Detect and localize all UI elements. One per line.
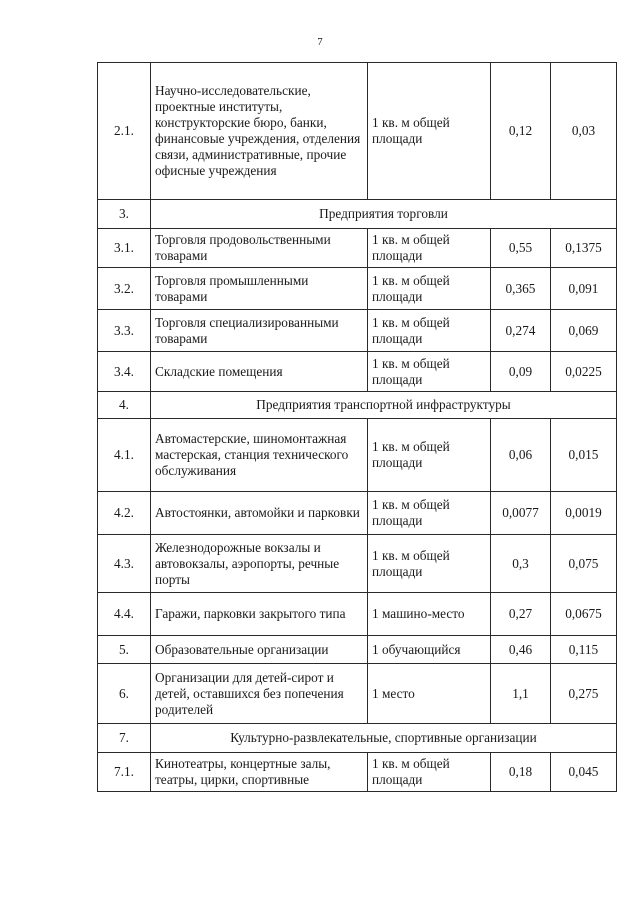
- row-number: 4.2.: [98, 492, 151, 535]
- value-1: 0,27: [491, 593, 551, 636]
- section-row: [98, 200, 617, 229]
- unit-of-measure: 1 кв. м общей площади: [368, 492, 491, 535]
- value-1: 0,55: [491, 229, 551, 268]
- value-2: 0,1375: [551, 229, 617, 268]
- row-number: 3.1.: [98, 229, 151, 268]
- row-number: 4.1.: [98, 419, 151, 492]
- table-row: [98, 229, 617, 268]
- value-2: 0,115: [551, 636, 617, 664]
- value-2: 0,03: [551, 63, 617, 200]
- object-name: Железнодорожные вокзалы и автовокзалы, аэропорты, речные порты: [151, 535, 368, 593]
- object-name: Автостоянки, автомойки и парковки: [151, 492, 368, 535]
- object-name: Гаражи, парковки закрытого типа: [151, 593, 368, 636]
- section-title: Предприятия транспортной инфраструктуры: [151, 392, 617, 419]
- object-name: Кинотеатры, концертные залы, театры, цирки, спортивные: [151, 753, 368, 792]
- row-number: 4.3.: [98, 535, 151, 593]
- unit-of-measure: 1 кв. м общей площади: [368, 753, 491, 792]
- object-name: Образовательные организации: [151, 636, 368, 664]
- page-number: 7: [317, 36, 323, 48]
- section-row: [98, 392, 617, 419]
- value-1: 0,0077: [491, 492, 551, 535]
- section-row: [98, 724, 617, 753]
- row-number: 3.4.: [98, 352, 151, 392]
- value-2: 0,0019: [551, 492, 617, 535]
- value-1: 0,365: [491, 268, 551, 310]
- table-row: [98, 636, 617, 664]
- section-number: 3.: [98, 200, 151, 229]
- row-number: 3.2.: [98, 268, 151, 310]
- unit-of-measure: 1 машино-место: [368, 593, 491, 636]
- row-number: 5.: [98, 636, 151, 664]
- value-2: 0,075: [551, 535, 617, 593]
- value-2: 0,0225: [551, 352, 617, 392]
- value-2: 0,275: [551, 664, 617, 724]
- table-row: [98, 664, 617, 724]
- row-number: 6.: [98, 664, 151, 724]
- table-row: [98, 753, 617, 792]
- unit-of-measure: 1 кв. м общей площади: [368, 535, 491, 593]
- value-1: 0,46: [491, 636, 551, 664]
- section-number: 7.: [98, 724, 151, 753]
- section-title: Предприятия торговли: [151, 200, 617, 229]
- row-number: 3.3.: [98, 310, 151, 352]
- unit-of-measure: 1 место: [368, 664, 491, 724]
- unit-of-measure: 1 кв. м общей площади: [368, 63, 491, 200]
- object-name: Торговля продовольственными товарами: [151, 229, 368, 268]
- unit-of-measure: 1 кв. м общей площади: [368, 419, 491, 492]
- table-row: [98, 352, 617, 392]
- unit-of-measure: 1 кв. м общей площади: [368, 352, 491, 392]
- object-name: Складские помещения: [151, 352, 368, 392]
- value-1: 0,12: [491, 63, 551, 200]
- table-row: [98, 593, 617, 636]
- value-2: 0,091: [551, 268, 617, 310]
- object-name: Организации для детей-сирот и детей, оставшихся без попечения родителей: [151, 664, 368, 724]
- row-number: 7.1.: [98, 753, 151, 792]
- table-row: [98, 535, 617, 593]
- value-1: 0,06: [491, 419, 551, 492]
- unit-of-measure: 1 обучающийся: [368, 636, 491, 664]
- table-row: [98, 268, 617, 310]
- value-2: 0,015: [551, 419, 617, 492]
- value-2: 0,0675: [551, 593, 617, 636]
- section-number: 4.: [98, 392, 151, 419]
- table-row: [98, 310, 617, 352]
- object-name: Торговля промышленными товарами: [151, 268, 368, 310]
- section-title: Культурно-развлекательные, спортивные организации: [151, 724, 617, 753]
- value-2: 0,069: [551, 310, 617, 352]
- value-1: 1,1: [491, 664, 551, 724]
- object-name: Научно-исследовательские, проектные институты, конструкторские бюро, банки, финансовые учреждения, отделения связи, административные, прочие офисные учреждения: [151, 63, 368, 200]
- table-row: [98, 63, 617, 200]
- unit-of-measure: 1 кв. м общей площади: [368, 310, 491, 352]
- object-name: Торговля специализированными товарами: [151, 310, 368, 352]
- unit-of-measure: 1 кв. м общей площади: [368, 268, 491, 310]
- unit-of-measure: 1 кв. м общей площади: [368, 229, 491, 268]
- norms-table: [97, 62, 617, 792]
- object-name: Автомастерские, шиномонтажная мастерская, станция технического обслуживания: [151, 419, 368, 492]
- value-1: 0,09: [491, 352, 551, 392]
- row-number: 4.4.: [98, 593, 151, 636]
- table-row: [98, 492, 617, 535]
- row-number: 2.1.: [98, 63, 151, 200]
- value-1: 0,3: [491, 535, 551, 593]
- value-1: 0,274: [491, 310, 551, 352]
- table-row: [98, 419, 617, 492]
- value-1: 0,18: [491, 753, 551, 792]
- value-2: 0,045: [551, 753, 617, 792]
